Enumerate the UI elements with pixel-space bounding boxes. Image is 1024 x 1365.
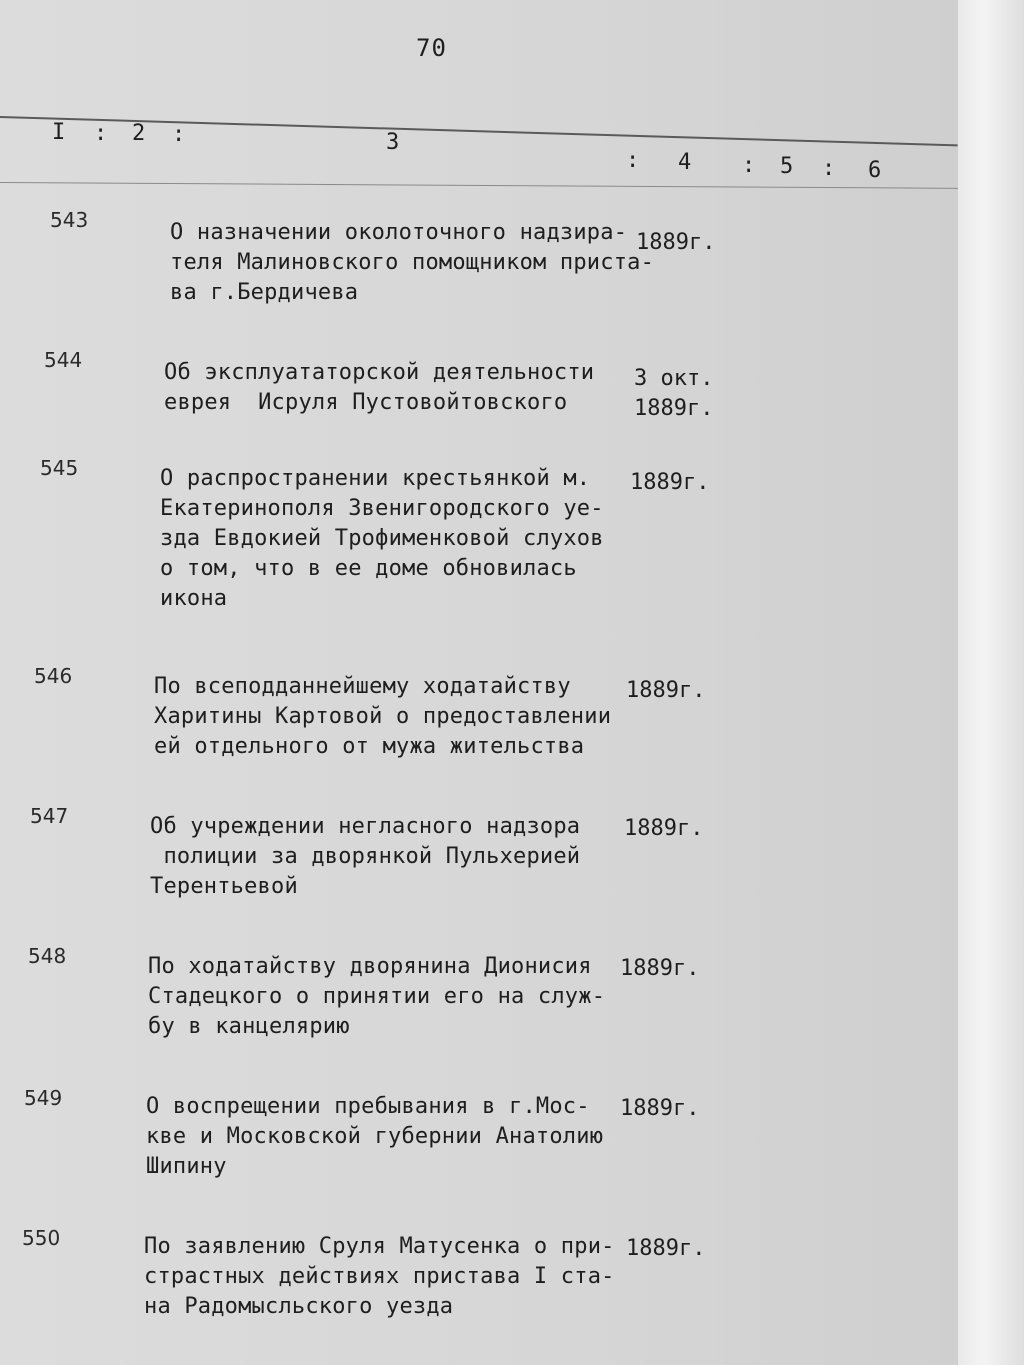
entry-number: 550 [22, 1226, 61, 1250]
entry-number: 544 [44, 348, 83, 372]
entry-title: По всеподданнейшему ходатайству Харитины Картовой о предоставлении ей отдельного от мужа жительства [154, 674, 612, 759]
entry-number: 546 [34, 664, 73, 688]
column-header-3: 3 [386, 130, 400, 155]
entry-date: 1889г. [630, 470, 710, 495]
entry-date: 1889г. [620, 1096, 700, 1121]
entry-number: 547 [30, 804, 69, 828]
column-header-1: I [52, 120, 66, 145]
entry-number: 549 [24, 1086, 63, 1110]
page-number: 70 [416, 34, 447, 62]
entry-title: О воспрещении пребывания в г.Мос- кве и Московской губернии Анатолию Шипину [146, 1094, 604, 1179]
column-header-2: 2 [132, 121, 146, 146]
column-separator: : [94, 121, 108, 146]
entry-number: 543 [50, 208, 89, 232]
entry-title: О назначении околоточного надзира- теля Малиновского помощником приста- ва г.Бердичева [170, 220, 655, 305]
entry-title: Об учреждении негласного надзора полиции за дворянкой Пульхерией Терентьевой [150, 814, 581, 899]
entry-title: Об эксплуататорской деятельности еврея Исруля Пустовойтовского [164, 360, 595, 415]
entry-date: 1889г. [626, 1236, 706, 1261]
entry-date: 1889г. [636, 230, 716, 255]
column-separator: : [172, 122, 186, 147]
entry-date: 1889г. [620, 956, 700, 981]
column-header-6: 6 [868, 158, 882, 183]
column-separator: : [626, 148, 640, 173]
column-header-4: 4 [678, 150, 692, 175]
column-separator: : [742, 153, 756, 178]
page-edge [958, 0, 1024, 1365]
entry-title: По ходатайству дворянина Дионисия Стадецкого о принятии его на служ- бу в канцелярию [148, 954, 606, 1039]
entry-number: 545 [40, 456, 79, 480]
header-bottom-rule [0, 182, 958, 189]
entry-number: 548 [28, 944, 67, 968]
entry-date: 1889г. [626, 678, 706, 703]
entry-date: 1889г. [624, 816, 704, 841]
column-separator: : [822, 156, 836, 181]
entry-title: По заявлению Сруля Матусенка о при- страстных действиях пристава I ста- на Радомысльского уезда [144, 1234, 615, 1319]
column-header-5: 5 [780, 154, 794, 179]
entry-date: 3 окт. 1889г. [634, 366, 714, 421]
entry-title: О распространении крестьянкой м. Екатеринополя Звенигородского уе- зда Евдокией Трофименковой слухов о том, что в ее доме обновилась икона [160, 466, 604, 611]
